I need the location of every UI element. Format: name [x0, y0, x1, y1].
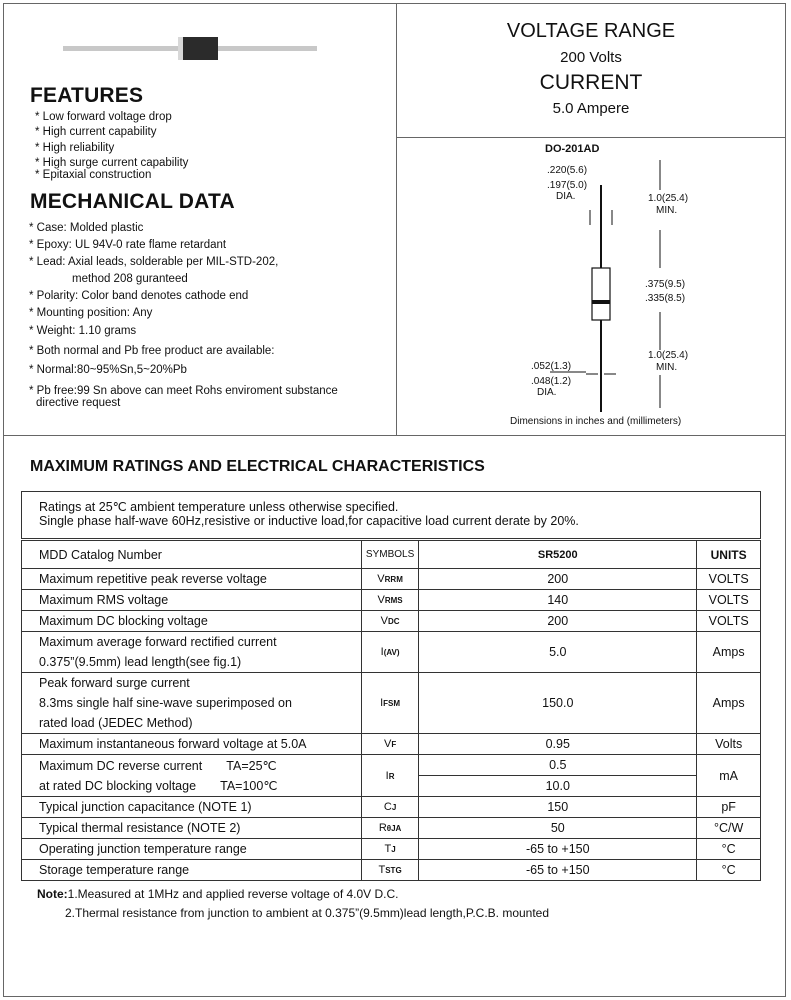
unit-cell: VOLTS — [697, 611, 761, 632]
dim-body-dia-min: .197(5.0) — [547, 180, 588, 191]
feature-item: * High surge current capability — [35, 157, 189, 169]
symbol-subscript: DC — [387, 617, 400, 626]
param-line: Maximum RMS voltage — [39, 593, 169, 607]
param-cell — [22, 755, 362, 797]
current-label: CURRENT — [539, 71, 643, 94]
note-1 — [37, 887, 399, 901]
header-param: MDD Catalog Number — [22, 541, 362, 569]
mechanical-item: * Lead: Axial leads, solderable per MIL-STD-202, — [29, 256, 279, 268]
param-line: Typical junction capacitance (NOTE 1) — [39, 800, 252, 814]
symbol: V — [377, 573, 385, 585]
table-row — [22, 569, 761, 590]
diode-lead-left — [63, 46, 178, 51]
header-units: UNITS — [697, 541, 761, 569]
unit-cell: Amps — [697, 673, 761, 734]
param-cell — [22, 818, 362, 839]
feature-item: * High reliability — [35, 142, 115, 154]
mechanical-item: * Normal:80~95%Sn,5~20%Pb — [29, 364, 187, 376]
symbol-subscript: RRM — [384, 575, 403, 584]
table-row — [22, 818, 761, 839]
table-row — [22, 797, 761, 818]
table-row — [22, 611, 761, 632]
dim-lead-dia-max: .052(1.3) — [531, 361, 572, 372]
condition-line: Single phase half-wave 60Hz,resistive or inductive load,for capacitive load current derate by 20%. — [39, 514, 579, 528]
symbol-cell — [361, 569, 418, 590]
unit-cell: VOLTS — [697, 569, 761, 590]
symbol: V — [383, 738, 392, 750]
unit-cell: mA — [697, 755, 761, 797]
mechanical-item: directive request — [36, 397, 121, 409]
param-line: Maximum repetitive peak reverse voltage — [39, 572, 267, 586]
param-line: at rated DC blocking voltage TA=100℃ — [39, 778, 278, 793]
unit-cell: °C — [697, 839, 761, 860]
unit-cell: VOLTS — [697, 590, 761, 611]
diode-band — [178, 37, 183, 60]
value-cell: 200 — [419, 569, 697, 590]
param-line: Typical thermal resistance (NOTE 2) — [39, 821, 241, 835]
symbol-subscript: θJA — [386, 824, 402, 833]
dim-body-len-min: .335(8.5) — [645, 293, 686, 304]
symbol-cell — [361, 797, 418, 818]
param-cell — [22, 860, 362, 881]
param-cell — [22, 797, 362, 818]
voltage-range-value: 200 Volts — [560, 49, 622, 66]
param-cell — [22, 734, 362, 755]
symbol: V — [377, 594, 385, 606]
table-header-row — [22, 541, 761, 569]
table-row — [22, 673, 761, 734]
value-cell: 10.0 — [419, 776, 697, 797]
symbol-cell — [361, 632, 418, 673]
param-cell — [22, 590, 362, 611]
section-title: MAXIMUM RATINGS AND ELECTRICAL CHARACTERISTICS — [30, 458, 485, 475]
symbol: T — [378, 864, 386, 876]
unit-cell: °C/W — [697, 818, 761, 839]
dim-lead-bot: 1.0(25.4) — [648, 350, 689, 361]
value-cell: 5.0 — [419, 632, 697, 673]
note-label: Note: — [37, 887, 68, 901]
symbol: I — [385, 769, 389, 782]
package-name: DO-201AD — [545, 143, 600, 155]
mechanical-title: MECHANICAL DATA — [30, 190, 235, 213]
condition-line: Ratings at 25℃ ambient temperature unless otherwise specified. — [39, 500, 399, 514]
symbol-subscript: STG — [385, 866, 402, 875]
symbol-cell — [361, 818, 418, 839]
mechanical-item: * Both normal and Pb free product are available: — [29, 345, 275, 357]
symbol-cell — [361, 839, 418, 860]
table-row — [22, 860, 761, 881]
table-row — [22, 590, 761, 611]
param-line: 0.375”(9.5mm) lead length(see fig.1) — [39, 655, 242, 669]
dim-body-dia-max: .220(5.6) — [547, 165, 588, 176]
dim-lead-dia-min: .048(1.2) — [531, 376, 572, 387]
param-cell — [22, 632, 362, 673]
param-cell — [22, 569, 362, 590]
value-cell: 0.95 — [419, 734, 697, 755]
symbol-subscript: (AV) — [383, 648, 400, 657]
param-line: Maximum DC blocking voltage — [39, 614, 208, 628]
param-cell — [22, 673, 362, 734]
symbol: T — [384, 843, 392, 855]
unit-cell: Volts — [697, 734, 761, 755]
symbol-subscript: F — [391, 740, 397, 749]
header-symbols: SYMBOLS — [361, 541, 418, 569]
symbol-cell — [361, 611, 418, 632]
param-line: Maximum instantaneous forward voltage at 5.0A — [39, 737, 307, 751]
symbol: C — [383, 801, 392, 813]
conditions-box — [21, 491, 761, 539]
dim-lead-dia-unit: DIA. — [537, 387, 557, 398]
dim-lead-bot-min: MIN. — [656, 362, 678, 373]
symbol: I — [380, 697, 384, 709]
param-line: Maximum DC reverse current TA=25℃ — [39, 758, 277, 773]
symbol-subscript: RMS — [384, 596, 403, 605]
table-row — [22, 755, 761, 776]
mechanical-item: * Mounting position: Any — [29, 307, 153, 319]
value-cell: 150 — [419, 797, 697, 818]
param-cell — [22, 839, 362, 860]
voltage-range-label: VOLTAGE RANGE — [506, 20, 676, 42]
param-line: Storage temperature range — [39, 863, 190, 877]
param-line: Operating junction temperature range — [39, 842, 247, 856]
note-2: 2.Thermal resistance from junction to ambient at 0.375”(9.5mm)lead length,P.C.B. mounted — [65, 906, 550, 920]
symbol-subscript: J — [391, 803, 397, 812]
unit-cell: °C — [697, 860, 761, 881]
mechanical-item: * Pb free:99 Sn above can meet Rohs enviroment substance — [29, 385, 338, 397]
param-line: 8.3ms single half sine-wave superimposed on — [39, 696, 292, 710]
diode-body — [178, 37, 218, 60]
value-cell: 150.0 — [419, 673, 697, 734]
value-cell: -65 to +150 — [419, 839, 697, 860]
symbol: V — [380, 615, 388, 627]
param-line: rated load (JEDEC Method) — [39, 716, 193, 730]
diode-lead-right — [215, 46, 317, 51]
horizontal-divider — [3, 435, 786, 436]
table-row — [22, 839, 761, 860]
ratings-divider — [396, 137, 786, 138]
mechanical-item: * Polarity: Color band denotes cathode end — [29, 290, 249, 302]
cathode-band — [592, 300, 610, 304]
value-cell: 0.5 — [419, 755, 697, 776]
param-cell — [22, 611, 362, 632]
value-cell: -65 to +150 — [419, 860, 697, 881]
header-part: SR5200 — [419, 541, 697, 569]
symbol-subscript: R — [388, 771, 395, 781]
symbol-cell — [361, 673, 418, 734]
feature-item: * High current capability — [35, 126, 157, 138]
features-title: FEATURES — [30, 84, 144, 107]
feature-item: * Epitaxial construction — [35, 169, 152, 181]
value-cell: 140 — [419, 590, 697, 611]
mechanical-item: method 208 guranteed — [72, 273, 188, 285]
symbol-cell — [361, 860, 418, 881]
diode-illustration — [60, 34, 320, 64]
symbol: R — [378, 822, 387, 834]
dim-lead-top-min: MIN. — [656, 205, 678, 216]
symbol-cell — [361, 755, 418, 797]
dim-body-len-max: .375(9.5) — [645, 279, 686, 290]
table-row — [22, 632, 761, 673]
characteristics-table — [21, 540, 761, 881]
dim-body-dia-unit: DIA. — [556, 191, 576, 202]
current-value: 5.0 Ampere — [552, 100, 630, 117]
symbol: I — [380, 646, 384, 658]
symbol-subscript: J — [391, 845, 396, 854]
vertical-divider — [396, 3, 397, 435]
dim-lead-top: 1.0(25.4) — [648, 193, 689, 204]
mechanical-item: * Case: Molded plastic — [29, 222, 144, 234]
value-cell: 200 — [419, 611, 697, 632]
dimension-caption: Dimensions in inches and (millimeters) — [510, 416, 682, 427]
value-cell: 50 — [419, 818, 697, 839]
mechanical-item: * Epoxy: UL 94V-0 rate flame retardant — [29, 239, 227, 251]
unit-cell: Amps — [697, 632, 761, 673]
symbol-subscript: FSM — [383, 699, 401, 708]
symbol-cell — [361, 734, 418, 755]
param-line: Maximum average forward rectified current — [39, 635, 277, 649]
symbol-cell — [361, 590, 418, 611]
table-row — [22, 734, 761, 755]
mechanical-item: * Weight: 1.10 grams — [29, 325, 137, 337]
feature-item: * Low forward voltage drop — [35, 111, 172, 123]
param-line: Peak forward surge current — [39, 676, 190, 690]
unit-cell: pF — [697, 797, 761, 818]
note-1-text: 1.Measured at 1MHz and applied reverse voltage of 4.0V D.C. — [67, 887, 399, 901]
